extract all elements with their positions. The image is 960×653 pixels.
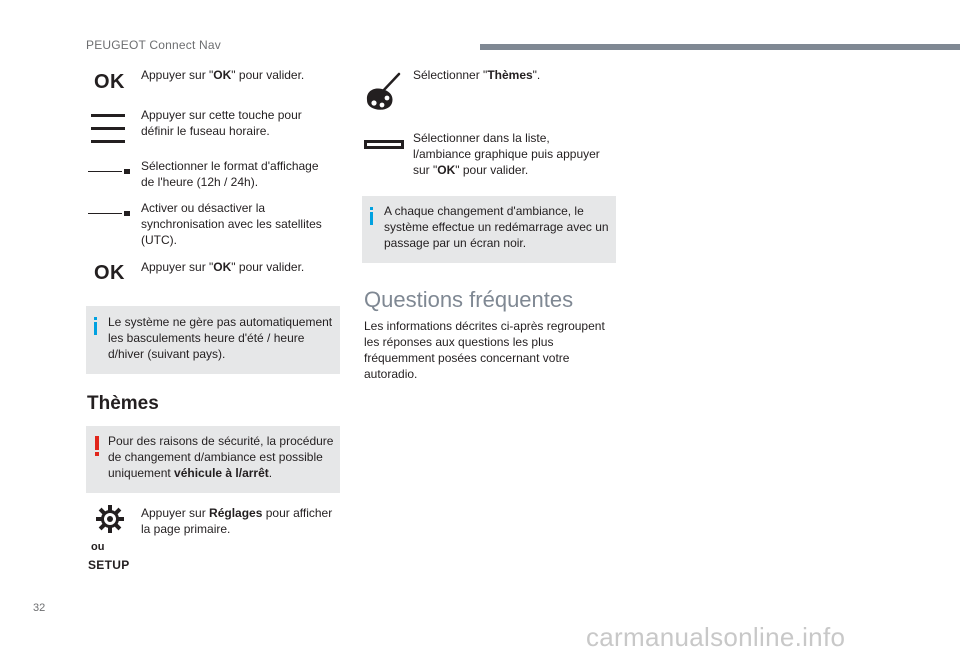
faq-intro-text: Les informations décrites ci-après regroupent les réponses aux questions les plus fréquemment posées concernant votre autoradio. xyxy=(364,319,605,381)
warning-icon xyxy=(95,436,99,456)
info-note-restart: A chaque changement d'ambiance, le système effectue un redémarrage avec un passage par un écran noir. xyxy=(362,196,616,263)
watermark: carmanualsonline.info xyxy=(586,622,846,652)
section-heading-themes: Thèmes xyxy=(87,393,159,414)
warning-note-safety: Pour des raisons de sécurité, la procédure de changement d/ambiance est possible uniquement véhicule à l/arrêt. xyxy=(86,426,340,493)
step-ok-validate-2: Appuyer sur "OK" pour valider. xyxy=(141,260,305,274)
step-ok-validate-1: Appuyer sur "OK" pour valider. xyxy=(141,68,305,82)
step-select-ambiance: Sélectionner dans la liste, l/ambiance graphique puis appuyer sur "OK" pour valider. xyxy=(413,131,600,177)
info-icon xyxy=(370,207,373,225)
step-sync-satellites: Activer ou désactiver la synchronisation avec les satellites (UTC). xyxy=(141,201,322,247)
section-heading-faq: Questions fréquentes xyxy=(364,287,574,312)
menu-icon xyxy=(91,114,125,144)
gear-icon xyxy=(96,505,124,533)
header-title: PEUGEOT Connect Nav xyxy=(86,38,221,52)
palette-icon xyxy=(364,72,402,112)
step-time-format: Sélectionner le format d'affichage de l'heure (12h / 24h). xyxy=(141,159,319,189)
step-timezone: Appuyer sur cette touche pour définir le fuseau horaire. xyxy=(141,108,302,138)
info-note-dst: Le système ne gère pas automatiquement les basculements heure d'été / heure d/hiver (suivant pays). xyxy=(86,306,340,374)
info-icon xyxy=(94,317,97,335)
or-label: ou xyxy=(91,541,105,553)
header-bar xyxy=(480,44,960,50)
slider-icon xyxy=(88,169,130,175)
step-select-themes: Sélectionner "Thèmes". xyxy=(413,68,541,82)
slider-icon xyxy=(88,211,130,217)
ok-key-icon: OK xyxy=(94,71,125,93)
page-number: 32 xyxy=(33,602,46,614)
ok-key-icon: OK xyxy=(94,262,125,284)
list-item-icon xyxy=(364,140,404,149)
setup-key-label: SETUP xyxy=(88,558,130,572)
step-settings: Appuyer sur Réglages pour afficher la page primaire. xyxy=(141,506,333,536)
